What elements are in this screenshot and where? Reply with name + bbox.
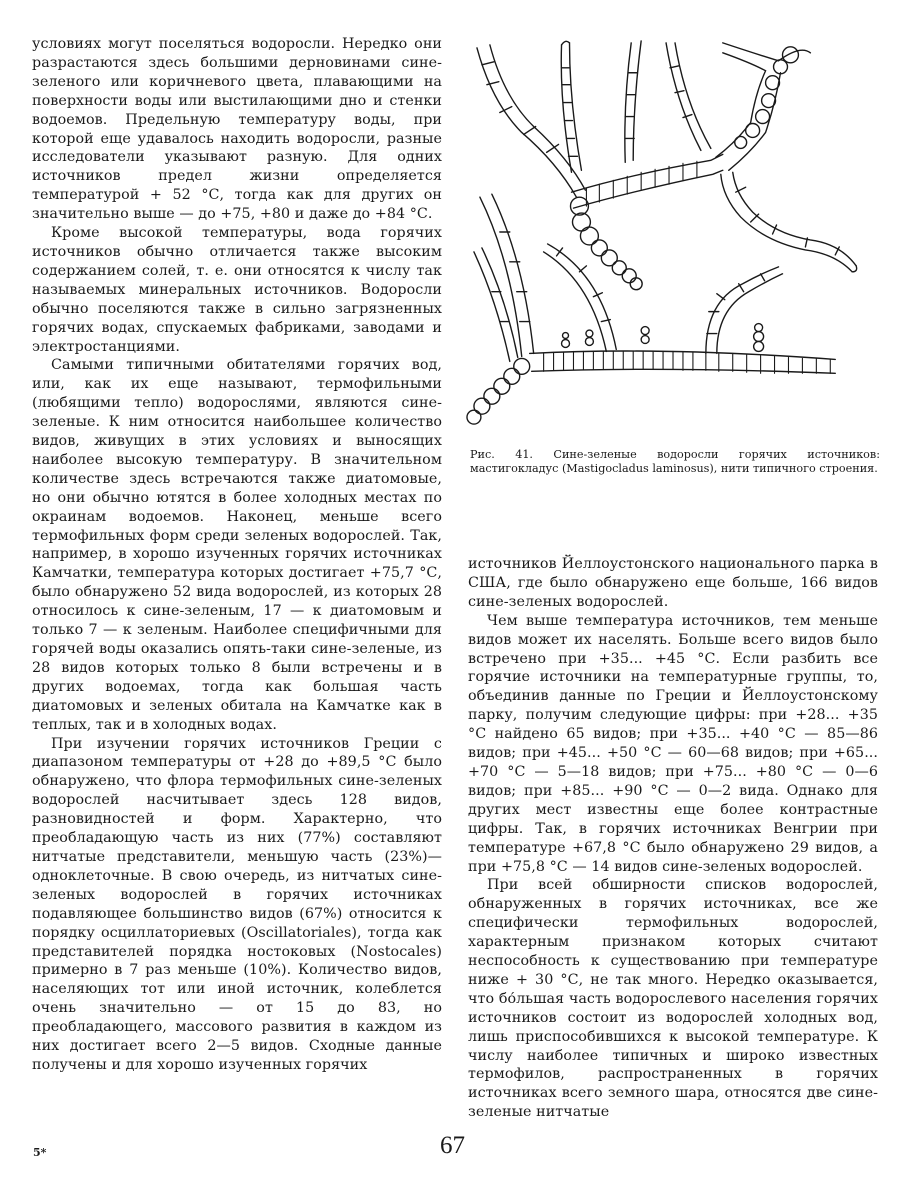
signature-mark: 5*: [33, 1146, 47, 1159]
figure-caption: Рис. 41. Сине-зеленые водоросли горячих источников: мастигокладус (Mastigocladus laminosus), нити типичного строения.: [470, 448, 880, 475]
algae-filament-upper: [571, 154, 722, 208]
algae-filament-vertical-4: [666, 43, 711, 150]
paragraph: Самыми типичными обитателями горячих вод, или, как их еще называют, термофильными (любящими тепло) водорослями, являются сине-зеленые. К ним относится наибольшее количество видов, живущих в этих условиях и выносящих наиболее высокую температуру. В значительном количестве здесь встречаются также диатомовые, но они обычно ютятся в более холодных местах по окраинам водоемов. Наконец, меньше всего термофильных форм среди зеленых водорослей. Так, например, в хорошо изученных горячих источниках Камчатки, температура которых достигает +75,7 °С, было обнаружено 52 вида водорослей, из которых 28 относилось к сине-зеленым, 17 — к диатомовым и только 7 — к зеленым. Наиболее специфичными для горячей воды оказались опять-таки сине-зеленые, из 28 видов которых только 8 были встречены и в других водоемах, тогда как большая часть диатомовых и зеленых обитала на Камчатке как в теплых, так и в холодных водах.: [32, 357, 442, 733]
algae-filament-vertical-3: [625, 41, 641, 162]
paragraph: Кроме высокой температуры, вода горячих источников обычно отличается также высоким содержанием солей, т. е. они относятся к числу так называемых минеральных источников. Водоросли обычно поселяются также в сильно загрязненных горячих водах, спускаемых фабриками, заводами и электростанциями.: [32, 225, 442, 355]
algae-filament-vertical-2: [561, 41, 581, 172]
paragraph: При всей обширности списков водорослей, обнаруженных в горячих источниках, все же специфически термофильных водорослей, характерным признаком которых считают неспособность к существованию при температуре ниже + 30 °С, не так много. Нередко оказывается, что бо́льшая часть водорослевого населения горячих источников состоит из водорослей холодных вод, лишь приспособившихся к высокой температуре. К числу наиболее типичных и широко известных термофилов, распространенных в горячих источниках всего земного шара, относятся две сине-зеленые нитчатые: [468, 877, 878, 1121]
paragraph: Чем выше температура источников, тем меньше видов может их населять. Больше всего видов было встречено при +35... +45 °С. Если разбить все горячие источники на температурные группы, то, объединив данные по Греции и Йеллоустонскому парку, получим следующие цифры: при +28... +35 °С найдено 65 видов; при +35... +40 °С — 85—86 видов; при +45... +50 °С — 60—68 видов; при +65... +70 °С — 5—18 видов; при +75... +80 °С — 0—6 видов; при +85... +90 °С — 0—2 вида. Однако для других мест известны еще более контрастные цифры. Так, в горячих источниках Венгрии при температуре +67,8 °С было обнаружено 29 видов, а при +75,8 °С — 14 видов сине-зеленых водорослей.: [468, 612, 878, 875]
paragraph: условиях могут поселяться водоросли. Нередко они разрастаются здесь большими дерновинами сине-зеленого или коричневого цвета, плавающими на поверхности воды или выстилающими дно и стенки водоемов. Предельную температуру воды, при которой еще удавалось находить водоросли, разные исследователи указывают разную. Для одних источников предел жизни определяется температурой + 52 °С, тогда как для других он значительно выше — до +75, +80 и даже до +84 °С.: [32, 36, 442, 223]
paragraph: При изучении горячих источников Греции с диапазоном температуры от +28 до +89,5 °С было обнаружено, что флора термофильных сине-зеленых водорослей насчитывает здесь 128 видов, разновидностей и форм. Характерно, что преобладающую часть из них (77%) составляют нитчатые представители, меньшую часть (23%)— одноклеточные. В свою очередь, из нитчатых сине-зеленых водорослей в горячих источниках подавляющее большинство видов (67%) относится к порядку осциллаториевых (Oscillatoriales), тогда как представителей порядка ностоковых (Nostocales) примерно в 7 раз меньше (10%). Количество видов, населяющих тот или иной источник, колеблется очень значительно — от 15 до 83, но преобладающего, массового развития в каждом из них достигает всего 2—5 видов. Сходные данные получены и для хорошо изученных горячих: [32, 735, 442, 1073]
algae-filament-lower-left-chain: [467, 358, 530, 424]
left-column: [32, 35, 442, 1075]
algae-filament-upper-right: [716, 43, 857, 272]
page-number: 67: [440, 1132, 465, 1159]
algae-filament-beaded-chain: [570, 197, 642, 290]
right-column: [468, 555, 878, 1122]
algae-filament-lower-verticals: [474, 194, 783, 361]
paragraph: источников Йеллоустонского национального парка в США, где было обнаружено еще больше, 166 видов сине-зеленых водорослей.: [468, 556, 878, 610]
algae-filament-lower: [530, 324, 836, 374]
figure-41-algae-illustration: [462, 22, 890, 442]
